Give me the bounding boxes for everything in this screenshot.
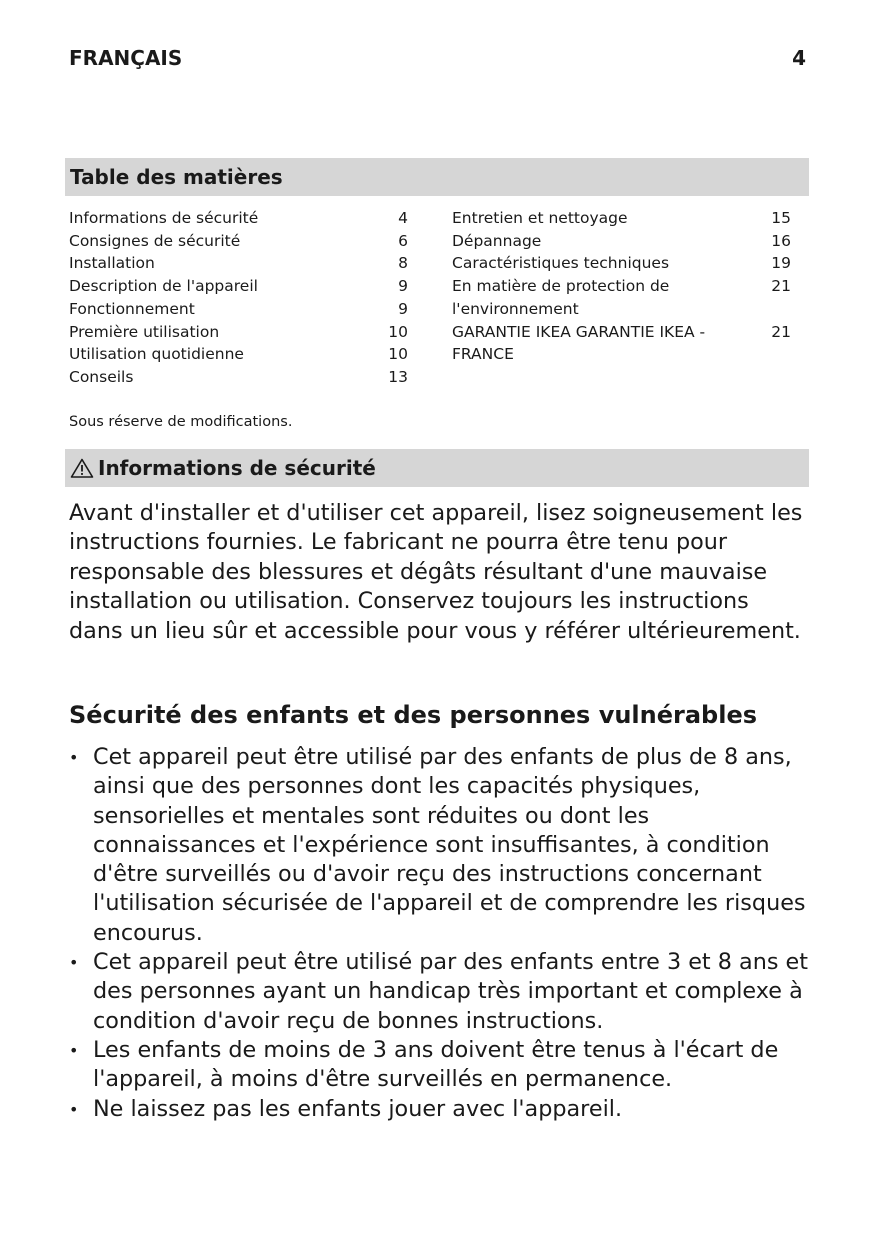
safety-intro-paragraph: Avant d'installer et d'utiliser cet appareil, lisez soigneusement les instructions fournies. Le fabricant ne pourra être tenu pour responsable des blessures et dégâts résultant d'une mauvaise installation ou utilisation. Conservez toujours les instructions dans un lieu sûr et accessible pour vous y référer ultérieurement. [69, 500, 803, 644]
toc-entry[interactable] [452, 252, 791, 275]
page-number: 4 [792, 46, 806, 70]
toc-entry[interactable] [452, 321, 791, 366]
header-language: FRANÇAIS [69, 46, 183, 70]
toc-entry[interactable] [69, 230, 408, 253]
toc-entry[interactable] [69, 321, 408, 344]
toc-entry-page: 8 [398, 254, 408, 273]
toc-entry-title: Entretien et nettoyage [452, 209, 628, 227]
toc-entry-page: 9 [398, 277, 408, 296]
children-safety-list [69, 743, 809, 1124]
bullet-marker: • [69, 1040, 79, 1060]
toc-entry-title: Installation [69, 254, 155, 273]
list-item [69, 1095, 809, 1124]
toc-entry[interactable] [452, 275, 791, 320]
toc-entry-page: 21 [771, 322, 791, 341]
toc-entry-title: Utilisation quotidienne [69, 345, 244, 364]
toc-entry[interactable] [69, 252, 408, 275]
toc-entry-title: Dépannage [452, 231, 542, 250]
toc-entry-title: GARANTIE IKEA GARANTIE IKEA - FRANCE [452, 322, 706, 364]
toc-entry-page: 19 [771, 254, 791, 273]
children-safety-heading: Sécurité des enfants et des personnes vulnérables [69, 701, 758, 729]
toc-entry[interactable] [69, 343, 408, 366]
toc-entry-page: 15 [771, 209, 791, 227]
table-of-contents [69, 207, 791, 389]
list-item [69, 743, 809, 948]
toc-entry-page: 4 [398, 209, 408, 227]
toc-entry-page: 6 [398, 231, 408, 250]
toc-heading: Table des matières [65, 158, 809, 196]
toc-entry-title: Caractéristiques techniques [452, 254, 670, 273]
toc-entry-page: 10 [388, 345, 408, 364]
toc-column-right [452, 207, 791, 389]
safety-heading-text: Informations de sécurité [98, 456, 376, 480]
modification-notice: Sous réserve de modifications. [69, 414, 293, 430]
toc-entry[interactable] [69, 298, 408, 321]
toc-entry[interactable] [452, 207, 791, 230]
toc-entry[interactable] [69, 275, 408, 298]
toc-entry-title: Conseils [69, 367, 134, 386]
toc-entry-page: 21 [771, 277, 791, 296]
list-item-text: Cet appareil peut être utilisé par des enfants entre 3 et 8 ans et des personnes ayant un handicap très important et complexe à condition d'avoir reçu de bonnes instructions. [93, 949, 808, 1034]
toc-entry-page: 10 [388, 322, 408, 341]
bullet-marker: • [69, 748, 79, 767]
safety-heading [65, 449, 809, 487]
toc-entry[interactable] [69, 207, 408, 230]
toc-entry-title: Consignes de sécurité [69, 231, 241, 250]
toc-entry-title: Informations de sécurité [69, 209, 259, 227]
bullet-marker: • [69, 1099, 79, 1119]
toc-entry-title: Première utilisation [69, 322, 220, 341]
list-item-text: Cet appareil peut être utilisé par des enfants de plus de 8 ans, ainsi que des personnes dont les capacités physiques, sensorielles et mentales sont réduites ou dont les connaissances et l'expérience sont insuffisantes, à condition d'être surveillés ou d'avoir reçu des instructions concernant l'utilisation sécurisée de l'appareil et de comprendre les risques encourus. [93, 744, 806, 946]
toc-entry-title: Fonctionnement [69, 299, 195, 318]
toc-entry-page: 13 [388, 367, 408, 386]
list-item-text: Ne laissez pas les enfants jouer avec l'appareil. [93, 1095, 623, 1122]
list-item [69, 1036, 809, 1095]
toc-entry-title: En matière de protection de l'environnement [452, 277, 670, 318]
toc-entry-page: 9 [398, 299, 408, 318]
warning-icon [70, 458, 94, 478]
list-item-text: Les enfants de moins de 3 ans doivent être tenus à l'écart de l'appareil, à moins d'être surveillés en permanence. [93, 1036, 779, 1093]
toc-entry[interactable] [452, 230, 791, 253]
toc-entry[interactable] [69, 366, 408, 389]
toc-entry-title: Description de l'appareil [69, 277, 258, 296]
toc-column-left [69, 207, 408, 389]
list-item [69, 948, 809, 1036]
bullet-marker: • [69, 953, 79, 973]
toc-entry-page: 16 [771, 231, 791, 250]
